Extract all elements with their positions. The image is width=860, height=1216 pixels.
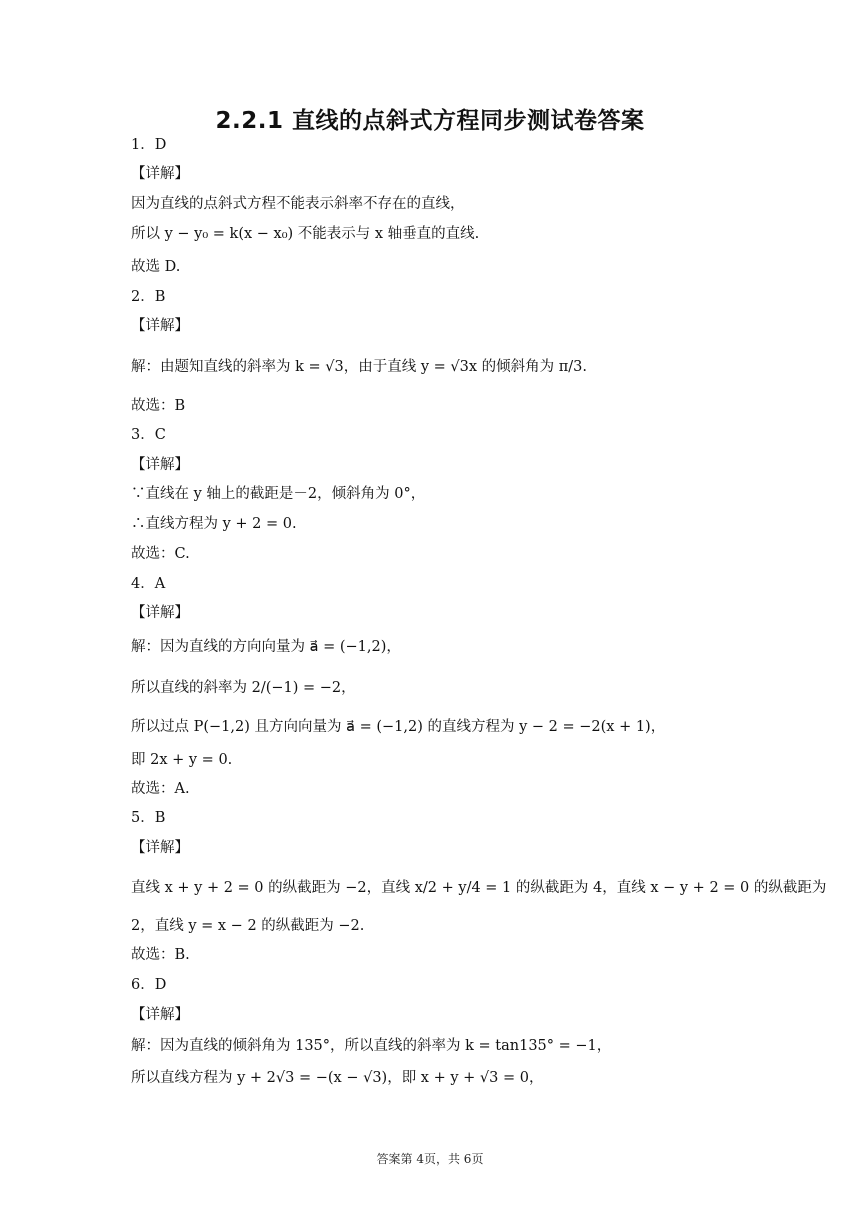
- text-line: ∴直线方程为 y + 2 = 0.: [131, 516, 297, 532]
- text-line: 2，直线 y = x − 2 的纵截距为 −2.: [131, 918, 365, 934]
- text-line: 直线 x + y + 2 = 0 的纵截距为 −2，直线 x/2 + y/4 = 1 的纵截距为 4，直线 x − y + 2 = 0 的纵截距为: [131, 880, 827, 896]
- conclusion-line: 故选：B: [131, 398, 186, 414]
- answer-4-heading: 4．A: [131, 576, 166, 592]
- detail-label: 【详解】: [131, 166, 189, 182]
- conclusion-line: 故选：A.: [131, 781, 190, 797]
- answer-2-heading: 2．B: [131, 289, 166, 305]
- conclusion-line: 故选 D.: [131, 259, 181, 275]
- detail-label: 【详解】: [131, 605, 189, 621]
- conclusion-line: 故选：C.: [131, 546, 190, 562]
- text-line: 解：因为直线的倾斜角为 135°，所以直线的斜率为 k = tan135° = −1，: [131, 1038, 612, 1054]
- text-line: 所以直线的斜率为 2/(−1) = −2，: [131, 680, 356, 696]
- text-line: 所以直线方程为 y + 2√3 = −(x − √3)，即 x + y + √3 = 0，: [131, 1070, 544, 1086]
- text-line: 因为直线的点斜式方程不能表示斜率不存在的直线，: [131, 196, 465, 212]
- detail-label: 【详解】: [131, 457, 189, 473]
- text-line: 所以过点 P(−1,2) 且方向向量为 a⃗ = (−1,2) 的直线方程为 y − 2 = −2(x + 1)，: [131, 719, 666, 735]
- answer-6-heading: 6．D: [131, 977, 167, 993]
- answer-1-heading: 1．D: [131, 137, 167, 153]
- answer-3-heading: 3．C: [131, 427, 166, 443]
- text-line: 解：由题知直线的斜率为 k = √3，由于直线 y = √3x 的倾斜角为 π/3.: [131, 359, 588, 375]
- detail-label: 【详解】: [131, 1007, 189, 1023]
- page-footer: 答案第 4页，共 6页: [376, 1152, 484, 1166]
- detail-label: 【详解】: [131, 318, 189, 334]
- text-line: ∵直线在 y 轴上的截距是－2，倾斜角为 0°，: [131, 486, 426, 502]
- page-title: 2.2.1 直线的点斜式方程同步测试卷答案: [215, 108, 645, 134]
- detail-label: 【详解】: [131, 840, 189, 856]
- text-line: 即 2x + y = 0.: [131, 752, 233, 768]
- text-line: 解：因为直线的方向向量为 a⃗ = (−1,2)，: [131, 639, 401, 655]
- answer-5-heading: 5．B: [131, 810, 166, 826]
- text-line: 所以 y − y₀ = k(x − x₀) 不能表示与 x 轴垂直的直线.: [131, 226, 480, 242]
- conclusion-line: 故选：B.: [131, 947, 190, 963]
